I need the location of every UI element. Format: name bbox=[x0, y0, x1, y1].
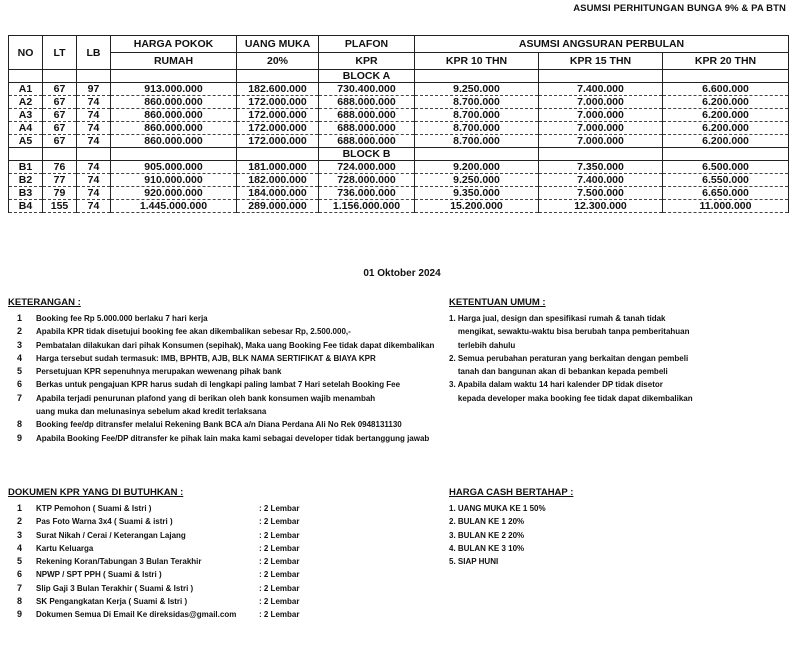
cell-no: A2 bbox=[9, 96, 43, 109]
col-header-no: NO bbox=[9, 36, 43, 70]
cell-uang-muka: 172.000.000 bbox=[237, 96, 319, 109]
cell-harga: 920.000.000 bbox=[111, 187, 237, 200]
list-item: 1 Booking fee Rp 5.000.000 berlaku 7 hari kerja bbox=[16, 313, 208, 323]
col-header-plafon-line2: KPR bbox=[319, 53, 415, 70]
list-item: 5 Persetujuan KPR sepenuhnya merupakan wewenang pihak bank bbox=[16, 366, 282, 377]
table-row bbox=[9, 96, 789, 109]
cell-harga: 860.000.000 bbox=[111, 109, 237, 122]
list-item: mengikat, sewaktu-waktu bisa berubah tanpa pemberitahuan bbox=[449, 327, 690, 337]
cell-uang-muka: 172.000.000 bbox=[237, 135, 319, 148]
list-item: 6 Berkas untuk pengajuan KPR harus sudah di lengkapi paling lambat 7 Hari setelah Booking Fee bbox=[16, 379, 401, 390]
cell-kpr10: 9.250.000 bbox=[415, 174, 539, 187]
list-item: 1. Harga jual, design dan spesifikasi rumah & tanah tidak bbox=[449, 314, 666, 323]
cell-lt: 67 bbox=[43, 135, 77, 148]
col-header-plafon-line1: PLAFON bbox=[319, 36, 415, 53]
cell-no: A4 bbox=[9, 122, 43, 135]
list-item: 4 Harga tersebut sudah termasuk: IMB, BPHTB, AJB, BLK NAMA SERTIFIKAT & BIAYA KPR bbox=[16, 352, 376, 363]
cell-plafon: 688.000.000 bbox=[319, 135, 415, 148]
ketentuan-list bbox=[449, 312, 789, 405]
cell-no: A5 bbox=[9, 135, 43, 148]
cell-kpr10: 8.700.000 bbox=[415, 96, 539, 109]
interest-assumption-note: ASUMSI PERHITUNGAN BUNGA 9% & PA BTN bbox=[573, 3, 786, 14]
cell-kpr15: 7.000.000 bbox=[539, 135, 663, 148]
cell-kpr10: 8.700.000 bbox=[415, 135, 539, 148]
block-a-label: BLOCK A bbox=[319, 70, 415, 83]
price-table bbox=[8, 35, 789, 213]
cell-kpr15: 7.400.000 bbox=[539, 83, 663, 96]
cell-harga: 860.000.000 bbox=[111, 135, 237, 148]
list-item: 4 Kartu Keluarga : 2 Lembar bbox=[16, 542, 300, 553]
block-b-label: BLOCK B bbox=[319, 148, 415, 161]
cell-uang-muka: 182.600.000 bbox=[237, 83, 319, 96]
harga-cash-list bbox=[449, 502, 749, 568]
cell-kpr20: 6.200.000 bbox=[663, 135, 789, 148]
list-item: 1 KTP Pemohon ( Suami & Istri ) : 2 Lembar bbox=[16, 503, 300, 513]
cell-kpr20: 6.200.000 bbox=[663, 109, 789, 122]
cell-lb: 74 bbox=[77, 200, 111, 213]
dokumen-title: DOKUMEN KPR YANG DI BUTUHKAN : bbox=[8, 487, 184, 498]
cell-kpr10: 9.200.000 bbox=[415, 161, 539, 174]
list-item: kepada developer maka booking fee tidak dapat dikembalikan bbox=[449, 393, 693, 403]
ketentuan-title: KETENTUAN UMUM : bbox=[449, 297, 546, 308]
col-header-lb: LB bbox=[77, 36, 111, 70]
cell-kpr10: 15.200.000 bbox=[415, 200, 539, 213]
keterangan-title: KETERANGAN : bbox=[8, 297, 81, 308]
cell-uang-muka: 172.000.000 bbox=[237, 122, 319, 135]
cell-plafon: 1.156.000.000 bbox=[319, 200, 415, 213]
col-header-kpr20: KPR 20 THN bbox=[663, 53, 789, 70]
cell-kpr20: 6.200.000 bbox=[663, 122, 789, 135]
cell-lt: 79 bbox=[43, 187, 77, 200]
col-header-harga-line1: HARGA POKOK bbox=[111, 36, 237, 53]
list-item: 5 Rekening Koran/Tabungan 3 Bulan Terakhir : 2 Lembar bbox=[16, 556, 300, 567]
table-row bbox=[9, 83, 789, 96]
cell-kpr20: 6.200.000 bbox=[663, 96, 789, 109]
list-item: 2. Semua perubahan peraturan yang berkaitan dengan pembeli bbox=[449, 353, 689, 363]
cell-kpr20: 6.650.000 bbox=[663, 187, 789, 200]
cell-uang-muka: 172.000.000 bbox=[237, 109, 319, 122]
cell-kpr10: 8.700.000 bbox=[415, 122, 539, 135]
col-header-uang-muka-line1: UANG MUKA bbox=[237, 36, 319, 53]
cell-harga: 905.000.000 bbox=[111, 161, 237, 174]
table-row bbox=[9, 187, 789, 200]
cell-uang-muka: 289.000.000 bbox=[237, 200, 319, 213]
cell-kpr15: 7.350.000 bbox=[539, 161, 663, 174]
cell-plafon: 730.400.000 bbox=[319, 83, 415, 96]
cell-lt: 67 bbox=[43, 83, 77, 96]
list-item: uang muka dan melunasinya sebelum akad kredit terlaksana bbox=[36, 407, 267, 417]
cell-kpr15: 7.500.000 bbox=[539, 187, 663, 200]
table-row bbox=[9, 161, 789, 174]
cell-lt: 155 bbox=[43, 200, 77, 213]
list-item: 1. UANG MUKA KE 1 50% bbox=[449, 504, 546, 513]
table-row bbox=[9, 122, 789, 135]
table-row bbox=[9, 135, 789, 148]
cell-lt: 67 bbox=[43, 96, 77, 109]
list-item: 2 Pas Foto Warna 3x4 ( Suami & istri ) : 2 Lembar bbox=[16, 516, 300, 527]
cell-harga: 860.000.000 bbox=[111, 96, 237, 109]
list-item: tanah dan bangunan akan di bebankan kepada pembeli bbox=[449, 367, 668, 377]
col-header-uang-muka-line2: 20% bbox=[237, 53, 319, 70]
col-header-harga-line2: RUMAH bbox=[111, 53, 237, 70]
cell-kpr10: 9.250.000 bbox=[415, 83, 539, 96]
cell-lb: 97 bbox=[77, 83, 111, 96]
cell-lb: 74 bbox=[77, 96, 111, 109]
list-item: 3. Apabila dalam waktu 14 hari kalender DP tidak disetor bbox=[449, 380, 663, 390]
cell-lb: 74 bbox=[77, 109, 111, 122]
list-item: 3 Surat Nikah / Cerai / Keterangan Lajang : 2 Lembar bbox=[16, 529, 300, 540]
cell-no: A1 bbox=[9, 83, 43, 96]
document-date: 01 Oktober 2024 bbox=[363, 268, 441, 279]
keterangan-list bbox=[12, 312, 452, 445]
cell-harga: 910.000.000 bbox=[111, 174, 237, 187]
list-item: terlebih dahulu bbox=[449, 340, 516, 350]
cell-plafon: 688.000.000 bbox=[319, 109, 415, 122]
list-item: 2 Apabila KPR tidak disetujui booking fee akan dikembalikan sebesar Rp, 2.500.000,- bbox=[16, 326, 351, 337]
list-item: 7 Slip Gaji 3 Bulan Terakhir ( Suami & Istri ) : 2 Lembar bbox=[16, 582, 300, 593]
cell-lb: 74 bbox=[77, 174, 111, 187]
cell-uang-muka: 182.000.000 bbox=[237, 174, 319, 187]
list-item: 5. SIAP HUNI bbox=[449, 557, 499, 567]
cell-lb: 74 bbox=[77, 187, 111, 200]
list-item: 8 Booking fee/dp ditransfer melalui Rekening Bank BCA a/n Diana Perdana Ali No Rek 0948131130 bbox=[16, 419, 402, 430]
cell-harga: 1.445.000.000 bbox=[111, 200, 237, 213]
list-item: 3. BULAN KE 2 20% bbox=[449, 530, 525, 540]
col-header-asumsi: ASUMSI ANGSURAN PERBULAN bbox=[415, 36, 789, 53]
cell-no: A3 bbox=[9, 109, 43, 122]
list-item: 8 SK Pengangkatan Kerja ( Suami & Istri ) : 2 Lembar bbox=[16, 596, 300, 607]
cell-lt: 77 bbox=[43, 174, 77, 187]
cell-kpr20: 6.550.000 bbox=[663, 174, 789, 187]
list-item: 6 NPWP / SPT PPH ( Suami & Istri ) : 2 Lembar bbox=[16, 569, 300, 580]
cell-harga: 913.000.000 bbox=[111, 83, 237, 96]
cell-no: B1 bbox=[9, 161, 43, 174]
cell-lt: 67 bbox=[43, 109, 77, 122]
cell-no: B4 bbox=[9, 200, 43, 213]
list-item: 7 Apabila terjadi penurunan plafond yang di berikan oleh bank konsumen wajib menambah bbox=[16, 392, 376, 403]
col-header-lt: LT bbox=[43, 36, 77, 70]
cell-plafon: 688.000.000 bbox=[319, 122, 415, 135]
cell-kpr15: 7.000.000 bbox=[539, 96, 663, 109]
cell-kpr10: 9.350.000 bbox=[415, 187, 539, 200]
cell-no: B3 bbox=[9, 187, 43, 200]
list-item: 3 Pembatalan dilakukan dari pihak Konsumen (sepihak), Maka uang Booking Fee tidak dapat dikembalikan bbox=[16, 339, 435, 350]
col-header-kpr15: KPR 15 THN bbox=[539, 53, 663, 70]
cell-kpr15: 7.400.000 bbox=[539, 174, 663, 187]
cell-lb: 74 bbox=[77, 161, 111, 174]
cell-lb: 74 bbox=[77, 122, 111, 135]
cell-plafon: 688.000.000 bbox=[319, 96, 415, 109]
cell-kpr20: 6.500.000 bbox=[663, 161, 789, 174]
cell-kpr10: 8.700.000 bbox=[415, 109, 539, 122]
list-item: 4. BULAN KE 3 10% bbox=[449, 543, 525, 553]
cell-lt: 67 bbox=[43, 122, 77, 135]
col-header-kpr10: KPR 10 THN bbox=[415, 53, 539, 70]
cell-kpr15: 7.000.000 bbox=[539, 109, 663, 122]
cell-lt: 76 bbox=[43, 161, 77, 174]
list-item: 9 Apabila Booking Fee/DP ditransfer ke pihak lain maka kami sebagai developer tidak bertanggung jawab bbox=[16, 432, 430, 443]
table-row bbox=[9, 109, 789, 122]
table-row bbox=[9, 174, 789, 187]
cell-plafon: 728.000.000 bbox=[319, 174, 415, 187]
harga-cash-title: HARGA CASH BERTAHAP : bbox=[449, 487, 574, 498]
list-item: 2. BULAN KE 1 20% bbox=[449, 517, 525, 527]
cell-plafon: 736.000.000 bbox=[319, 187, 415, 200]
cell-harga: 860.000.000 bbox=[111, 122, 237, 135]
cell-uang-muka: 181.000.000 bbox=[237, 161, 319, 174]
cell-kpr20: 11.000.000 bbox=[663, 200, 789, 213]
dokumen-list bbox=[12, 502, 442, 622]
cell-kpr15: 7.000.000 bbox=[539, 122, 663, 135]
list-item: 9 Dokumen Semua Di Email Ke direksidas@gmail.com : 2 Lembar bbox=[16, 609, 300, 620]
table-row bbox=[9, 200, 789, 213]
cell-kpr15: 12.300.000 bbox=[539, 200, 663, 213]
cell-lb: 74 bbox=[77, 135, 111, 148]
cell-no: B2 bbox=[9, 174, 43, 187]
cell-kpr20: 6.600.000 bbox=[663, 83, 789, 96]
cell-uang-muka: 184.000.000 bbox=[237, 187, 319, 200]
cell-plafon: 724.000.000 bbox=[319, 161, 415, 174]
